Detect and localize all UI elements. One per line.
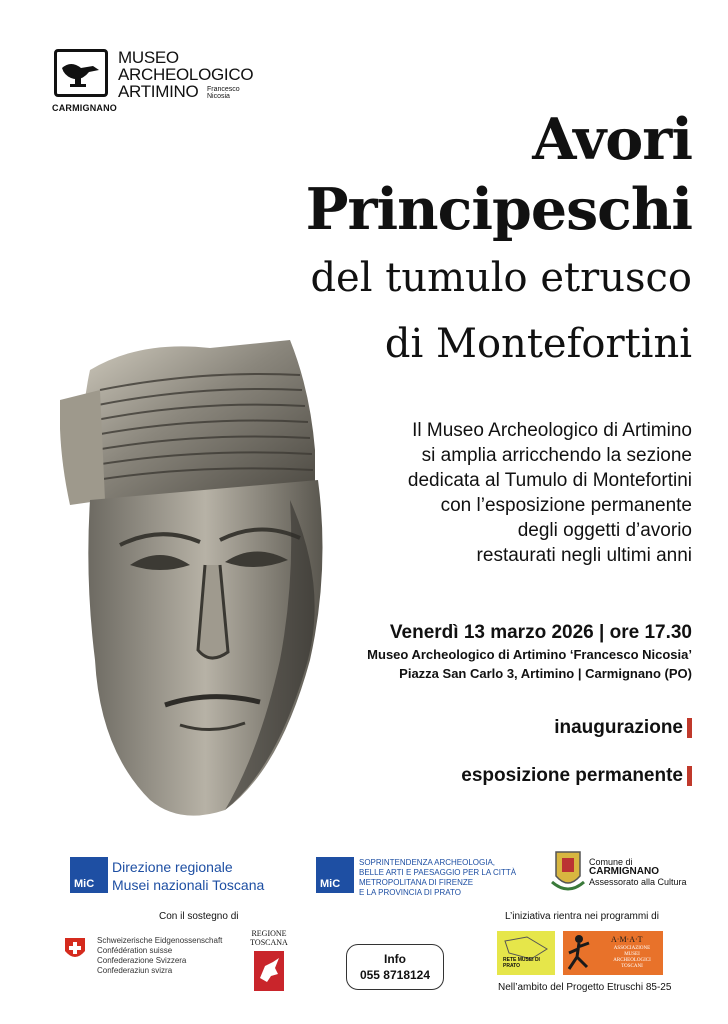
tag-exhibition-label: esposizione permanente (461, 765, 683, 786)
museum-logo-icon (54, 49, 108, 97)
event-address: Piazza San Carlo 3, Artimino | Carmignano (PO) (399, 666, 692, 681)
swiss-line: Confederaziun svizra (97, 966, 173, 975)
project-label: Nell’ambito del Progetto Etruschi 85-25 (498, 982, 672, 993)
direzione-line1: Direzione regionale (112, 859, 233, 875)
museum-subtitle-2: Nicosia (207, 93, 230, 100)
description-line: restaurati negli ultimi anni (476, 545, 692, 566)
swiss-line: Confederazione Svizzera (97, 956, 187, 965)
amat-sub-line: TOSCANI (621, 964, 643, 969)
amat-figure-icon (563, 931, 603, 975)
regione-toscana (250, 929, 288, 947)
description-line: Il Museo Archeologico di Artimino (412, 420, 692, 441)
red-bar-icon (687, 766, 692, 786)
regione-line1: REGIONE (251, 929, 287, 938)
description-line: con l’esposizione permanente (440, 495, 692, 516)
museum-name-line3: ARTIMINO (118, 82, 199, 101)
soprintendenza-line: SOPRINTENDENZA ARCHEOLOGIA, (359, 858, 496, 867)
pegasus-flag-icon (253, 950, 285, 992)
mic-label: MiC (320, 878, 341, 890)
direzione-regionale (112, 858, 264, 894)
soprintendenza-line: METROPOLITANA DI FIRENZE (359, 878, 474, 887)
amat-logo (563, 931, 663, 975)
title-line1: Avori (532, 106, 692, 173)
swiss-line: Schweizerische Eidgenossenschaft (97, 936, 223, 945)
tag-inauguration (554, 717, 692, 739)
description-line: si amplia arricchendo la sezione (421, 445, 692, 466)
museum-name-line1: MUSEO (118, 48, 179, 67)
mic-logo-icon (316, 857, 354, 893)
amat-sub-line: ARCHEOLOGICI (613, 958, 651, 963)
swiss-confederation (97, 936, 222, 976)
support-label: Con il sostegno di (159, 911, 239, 922)
museum-subtitle (207, 86, 240, 100)
event-date: Venerdì 13 marzo 2026 | ore 17.30 (389, 622, 692, 643)
soprintendenza-line: BELLE ARTI E PAESAGGIO PER LA CITTÀ (359, 868, 517, 877)
title-line3: del tumulo etrusco (310, 255, 692, 301)
museum-name-line2: ARCHEOLOGICO (118, 65, 254, 84)
info-phone[interactable]: 055 8718124 (359, 968, 431, 982)
regione-line2: TOSCANA (250, 938, 288, 947)
rete-musei-label: RETE MUSEI DI PRATO (503, 957, 540, 969)
comune-line3: Assessorato alla Cultura (589, 877, 687, 887)
amat-sub-line: ASSOCIAZIONE (613, 946, 651, 951)
ivory-mask-image (60, 330, 340, 830)
soprintendenza-line: E LA PROVINCIA DI PRATO (359, 888, 461, 897)
red-bar-icon (687, 718, 692, 738)
mic-label: MiC (74, 878, 95, 890)
title-line2: Principeschi (305, 176, 692, 243)
info-label: Info (384, 952, 406, 966)
soprintendenza (359, 858, 516, 898)
amat-sub-line: MUSEI (624, 952, 640, 957)
description-line: dedicata al Tumulo di Montefortini (407, 470, 692, 491)
comune-crest-icon (550, 846, 586, 896)
title-line4: di Montefortini (384, 321, 692, 367)
description (312, 418, 692, 568)
description-line: degli oggetti d’avorio (517, 520, 692, 541)
info-box (346, 944, 444, 990)
comune-carmignano (589, 857, 687, 887)
museum-city: CARMIGNANO (52, 103, 117, 113)
comune-line1: Comune di (589, 857, 633, 867)
amat-title: A·M·A·T (611, 935, 643, 944)
amat-sub (603, 946, 661, 970)
programs-label: L’iniziativa rientra nei programmi di (505, 911, 659, 922)
event-venue: Museo Archeologico di Artimino ‘Francesco Nicosia’ (367, 647, 692, 662)
swiss-shield-icon (64, 937, 86, 963)
comune-line2: CARMIGNANO (589, 866, 659, 877)
mic-logo-icon (70, 857, 108, 893)
swiss-line: Confédération suisse (97, 946, 173, 955)
rete-musei-logo (497, 931, 555, 975)
tag-inauguration-label: inaugurazione (554, 717, 683, 738)
museum-subtitle-1: Francesco (207, 86, 240, 93)
direzione-line2: Musei nazionali Toscana (112, 877, 265, 893)
tag-exhibition (461, 765, 692, 787)
